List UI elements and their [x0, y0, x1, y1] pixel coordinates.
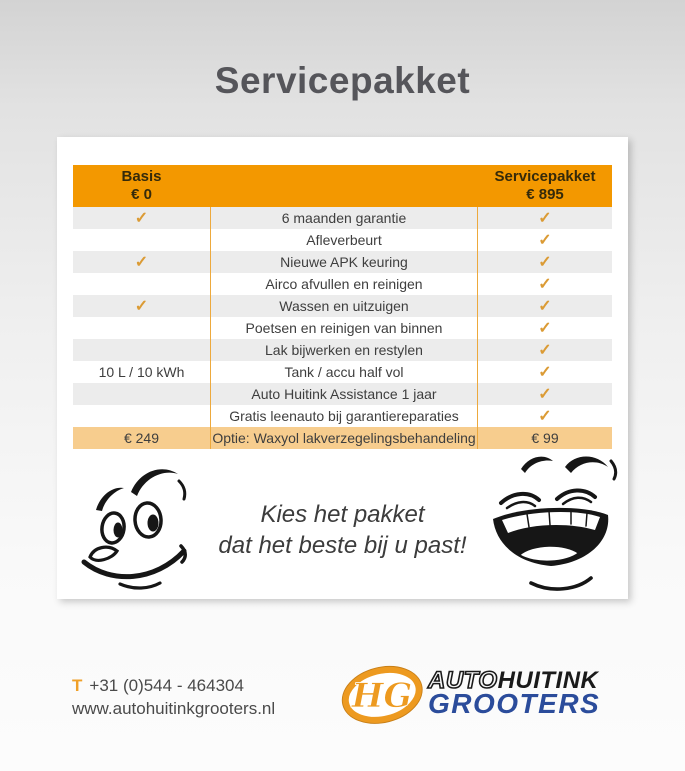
- basis-cell: [73, 339, 210, 361]
- servicepakket-price: € 895: [526, 186, 564, 203]
- tagline: [57, 499, 628, 561]
- servicepakket-title: Servicepakket: [494, 168, 596, 185]
- feature-label: Poetsen en reinigen van binnen: [210, 317, 478, 339]
- service-cell: ✓: [538, 298, 552, 315]
- logo-word-auto: AUTO: [428, 667, 498, 694]
- feature-label: Lak bijwerken en restylen: [210, 339, 478, 361]
- table-row: [73, 405, 612, 427]
- service-cell: ✓: [538, 276, 552, 293]
- basis-cell: [73, 273, 210, 295]
- company-logo: [340, 660, 600, 733]
- feature-label: Wassen en uitzuigen: [210, 295, 478, 317]
- table-row-option: [73, 427, 612, 449]
- table-row: [73, 317, 612, 339]
- feature-label: Nieuwe APK keuring: [210, 251, 478, 273]
- table-row: [73, 273, 612, 295]
- feature-label: Auto Huitink Assistance 1 jaar: [210, 383, 478, 405]
- phone-line: [72, 674, 275, 697]
- website-url: www.autohuitinkgrooters.nl: [72, 699, 276, 718]
- basis-cell: [73, 405, 210, 427]
- basis-cell: [73, 229, 210, 251]
- feature-label: Optie: Waxyol lakverzegelingsbehandeling: [210, 427, 478, 449]
- feature-label: 6 maanden garantie: [210, 207, 478, 229]
- table-body: [73, 207, 612, 449]
- column-header-spacer: [210, 165, 478, 207]
- feature-label: Airco afvullen en reinigen: [210, 273, 478, 295]
- pricing-table: [73, 165, 612, 449]
- service-cell: ✓: [538, 408, 552, 425]
- logo-word-grooters: GROOTERS: [428, 688, 601, 719]
- service-cell: € 99: [531, 430, 559, 446]
- hg-emblem-icon: [340, 660, 424, 733]
- feature-label: Tank / accu half vol: [210, 361, 478, 383]
- basis-price: € 0: [131, 186, 152, 203]
- phone-number: +31 (0)544 - 464304: [89, 676, 244, 695]
- basis-cell: [73, 317, 210, 339]
- tagline-line2: dat het beste bij u past!: [218, 532, 467, 559]
- phone-icon: T: [72, 676, 83, 695]
- table-row: [73, 251, 612, 273]
- basis-cell: [73, 383, 210, 405]
- table-row: [73, 295, 612, 317]
- service-cell: ✓: [538, 210, 552, 227]
- tagline-line1: Kies het pakket: [260, 501, 425, 528]
- table-header-row: [73, 165, 612, 207]
- table-row: [73, 339, 612, 361]
- service-cell: ✓: [538, 342, 552, 359]
- service-cell: ✓: [538, 320, 552, 337]
- basis-title: Basis: [121, 168, 162, 185]
- basis-cell: ✓: [134, 298, 149, 315]
- column-header-servicepakket: [478, 165, 612, 207]
- footer-contact: [72, 674, 275, 720]
- logo-text: [428, 669, 600, 733]
- basis-cell: 10 L / 10 kWh: [98, 364, 185, 380]
- table-row: [73, 207, 612, 229]
- service-cell: ✓: [538, 364, 552, 381]
- table-row: [73, 383, 612, 405]
- content-card: [57, 137, 628, 599]
- hg-monogram: HG: [351, 675, 413, 716]
- feature-label: Gratis leenauto bij garantiereparaties: [210, 405, 478, 427]
- page-title: Servicepakket: [214, 60, 471, 101]
- basis-cell: € 249: [123, 430, 160, 446]
- service-cell: ✓: [538, 254, 552, 271]
- table-row: [73, 229, 612, 251]
- feature-label: Afleverbeurt: [210, 229, 478, 251]
- table-row: [73, 361, 612, 383]
- service-cell: ✓: [538, 232, 552, 249]
- logo-word-huitink: HUITINK: [497, 667, 599, 694]
- service-cell: ✓: [538, 386, 552, 403]
- basis-cell: ✓: [134, 210, 149, 227]
- basis-cell: ✓: [134, 254, 149, 271]
- column-header-basis: [73, 165, 210, 207]
